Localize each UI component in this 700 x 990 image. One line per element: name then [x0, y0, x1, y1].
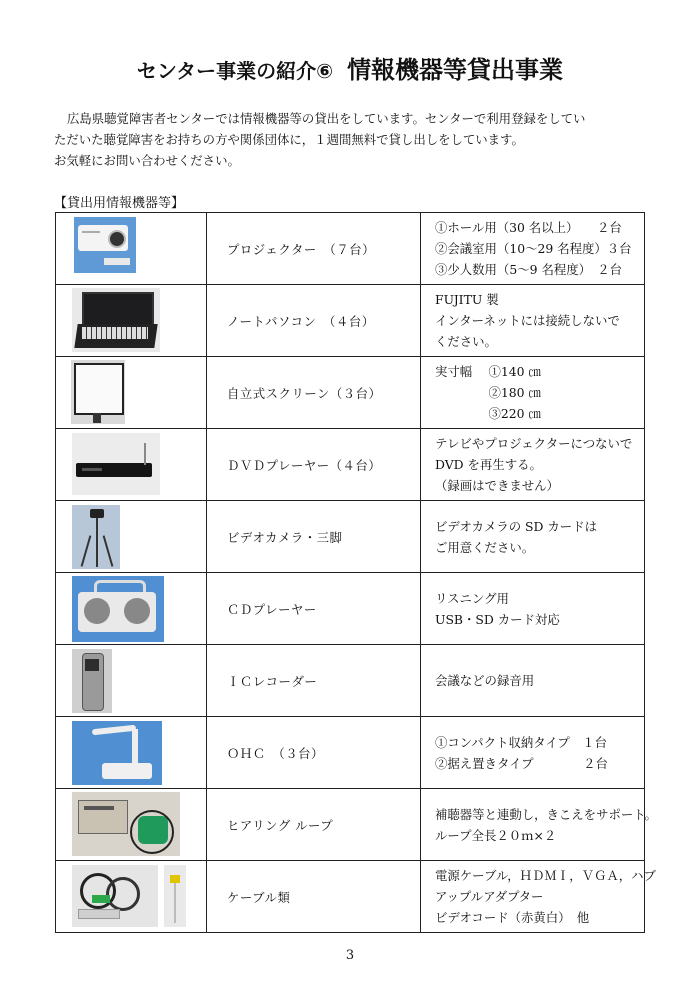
item-description — [421, 285, 645, 357]
description-line: リスニング用 — [435, 590, 509, 606]
laptop-photo — [56, 285, 206, 356]
page-number: 3 — [345, 948, 355, 963]
description-line: ご用意ください。 — [435, 539, 535, 555]
item-name: ヒアリング ループ — [207, 789, 421, 861]
screen-photo — [56, 357, 206, 428]
description-line: ②会議室用（10～29 名程度）３台 — [435, 241, 632, 256]
description-line: ビデオカメラの SD カードは — [435, 518, 597, 534]
description-line: ②据え置きタイプ ２台 — [435, 755, 608, 771]
description-line: 電源ケーブル，ＨＤＭＩ，ＶＧＡ，ハブ — [435, 868, 656, 883]
ohc-photo — [56, 717, 206, 788]
item-description — [421, 789, 657, 861]
description-line: （録画はできません） — [435, 478, 559, 493]
item-description — [421, 213, 645, 285]
video-camera-tripod-photo — [56, 501, 206, 572]
title-main: 情報機器等貸出事業 — [347, 56, 564, 84]
description-line: テレビやプロジェクターにつないで — [435, 436, 633, 451]
item-name: ビデオカメラ・三脚 — [207, 501, 421, 573]
table-row — [56, 861, 645, 933]
description-line: ください。 — [435, 334, 497, 349]
item-image-cell — [56, 213, 207, 285]
description-line: ②180 ㎝ — [435, 385, 541, 400]
item-name: ノートパソコン （４台） — [207, 285, 421, 357]
item-name: ＯＨＣ （３台） — [207, 717, 421, 789]
description-line: ③少人数用（5～9 名程度） ２台 — [435, 262, 622, 277]
item-description — [421, 717, 645, 789]
description-line: アップルアダプター — [435, 889, 544, 904]
intro-line: ただいた聴覚障害をお持ちの方や関係団体に，１週間無料で貸し出しをしています。 — [54, 132, 524, 147]
item-image-cell — [56, 717, 207, 789]
item-image-cell — [56, 285, 207, 357]
item-description — [421, 357, 645, 429]
item-image-cell — [56, 789, 207, 861]
table-row — [56, 789, 645, 861]
projector-photo — [56, 213, 206, 284]
item-image-cell — [56, 861, 207, 933]
table-row — [56, 645, 645, 717]
intro-line: 広島県聴覚障害者センターでは情報機器等の貸出をしています。センターで利用登録をしてい — [67, 111, 586, 126]
item-image-cell — [56, 357, 207, 429]
intro-paragraph — [54, 108, 666, 171]
cables-photo — [56, 861, 206, 932]
item-description — [421, 861, 656, 933]
table-row — [56, 573, 645, 645]
item-name: ＩＣレコーダー — [207, 645, 421, 717]
cd-player-photo — [56, 573, 206, 644]
dvd-player-photo — [56, 429, 206, 500]
description-line: USB・SD カード対応 — [435, 611, 560, 627]
item-name: ＤＶＤプレーヤー（４台） — [207, 429, 421, 501]
item-image-cell — [56, 501, 207, 573]
item-name: 自立式スクリーン（３台） — [207, 357, 421, 429]
description-line: 実寸幅 ①140 ㎝ — [435, 364, 541, 379]
table-row — [56, 285, 645, 357]
item-name: ケーブル類 — [207, 861, 421, 933]
item-name: プロジェクター （７台） — [207, 213, 421, 285]
table-caption: 【貸出用情報機器等】 — [54, 196, 185, 211]
description-line: ①ホール用（30 名以上） ２台 — [435, 220, 622, 235]
description-line: FUJITU 製 — [435, 292, 499, 307]
description-line: 会議などの録音用 — [435, 673, 535, 688]
description-line: DVD を再生する。 — [435, 457, 542, 472]
table-row — [56, 357, 645, 429]
table-row — [56, 213, 645, 285]
table-row — [56, 501, 645, 573]
intro-line: お気軽にお問い合わせください。 — [54, 153, 240, 168]
description-line: ①コンパクト収納タイプ １台 — [435, 734, 607, 750]
hearing-loop-photo — [56, 789, 206, 860]
table-row — [56, 717, 645, 789]
item-image-cell — [56, 429, 207, 501]
description-line: 補聴器等と連動し，きこえをサポート。 — [435, 806, 657, 822]
item-image-cell — [56, 573, 207, 645]
item-description — [421, 429, 645, 501]
description-line: ビデオコード（赤黄白） 他 — [435, 910, 590, 925]
description-line: ループ全長２０ｍ×２ — [435, 827, 557, 843]
page-title — [0, 50, 700, 85]
item-description — [421, 645, 645, 717]
item-image-cell — [56, 645, 207, 717]
item-description — [421, 573, 645, 645]
ic-recorder-photo — [56, 645, 206, 716]
description-line: インターネットには接続しないで — [435, 313, 620, 328]
title-series: センター事業の紹介⑥ — [136, 59, 334, 83]
equipment-table — [55, 212, 657, 933]
table-row — [56, 429, 645, 501]
item-name: ＣＤプレーヤー — [207, 573, 421, 645]
description-line: ③220 ㎝ — [435, 406, 541, 421]
item-description — [421, 501, 645, 573]
